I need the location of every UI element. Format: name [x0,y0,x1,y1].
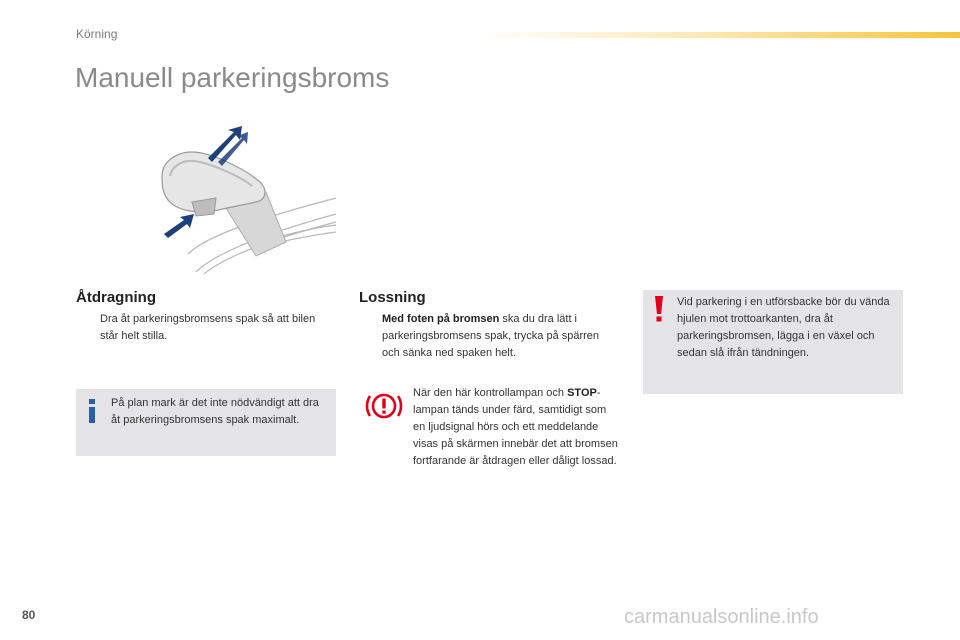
stop-label: STOP [567,387,597,399]
alert-note-box [643,290,903,394]
apply-step-text: Dra åt parkeringsbromsens spak så att bilen står helt stilla. [100,313,316,342]
page-number: 80 [22,608,36,622]
info-note-box [76,389,336,456]
warning-lamp-text [413,385,618,470]
apply-step [78,311,328,345]
exclamation-icon [652,296,666,322]
release-step-text: ska du dra lätt i parkeringsbromsens spak, trycka på spärren och sänka ned spaken helt. [382,313,600,359]
warning-text-after: -lampan tänds under färd, samtidigt som en ljudsignal hörs och ett meddelande visas på skärmen innebär det att bromsen fortfarande är åtdragen eller dåligt lossad. [413,387,618,467]
release-step [360,311,610,362]
release-step-bold: Med foten på bromsen [382,313,500,325]
apply-heading: Åtdragning [76,289,156,306]
info-note-text: På plan mark är det inte nödvändigt att dra åt parkeringsbromsens spak maximalt. [111,397,319,426]
page-title: Manuell parkeringsbroms [75,62,390,93]
release-heading: Lossning [359,289,426,306]
watermark: carmanualsonline.info [624,606,819,628]
warning-text-before: När den här kontrollampan och [413,387,568,399]
brake-warning-lamp-icon [365,391,403,421]
handbrake-illustration [148,122,338,276]
section-label: Körning [76,27,118,41]
header-gradient-bar [480,32,960,38]
alert-note-text: Vid parkering i en utförsbacke bör du vända hjulen mot trottoarkanten, dra åt parkeringsbromsen, lägga i en växel och sedan slå ifrån tändningen. [677,296,890,359]
info-icon [86,399,98,423]
